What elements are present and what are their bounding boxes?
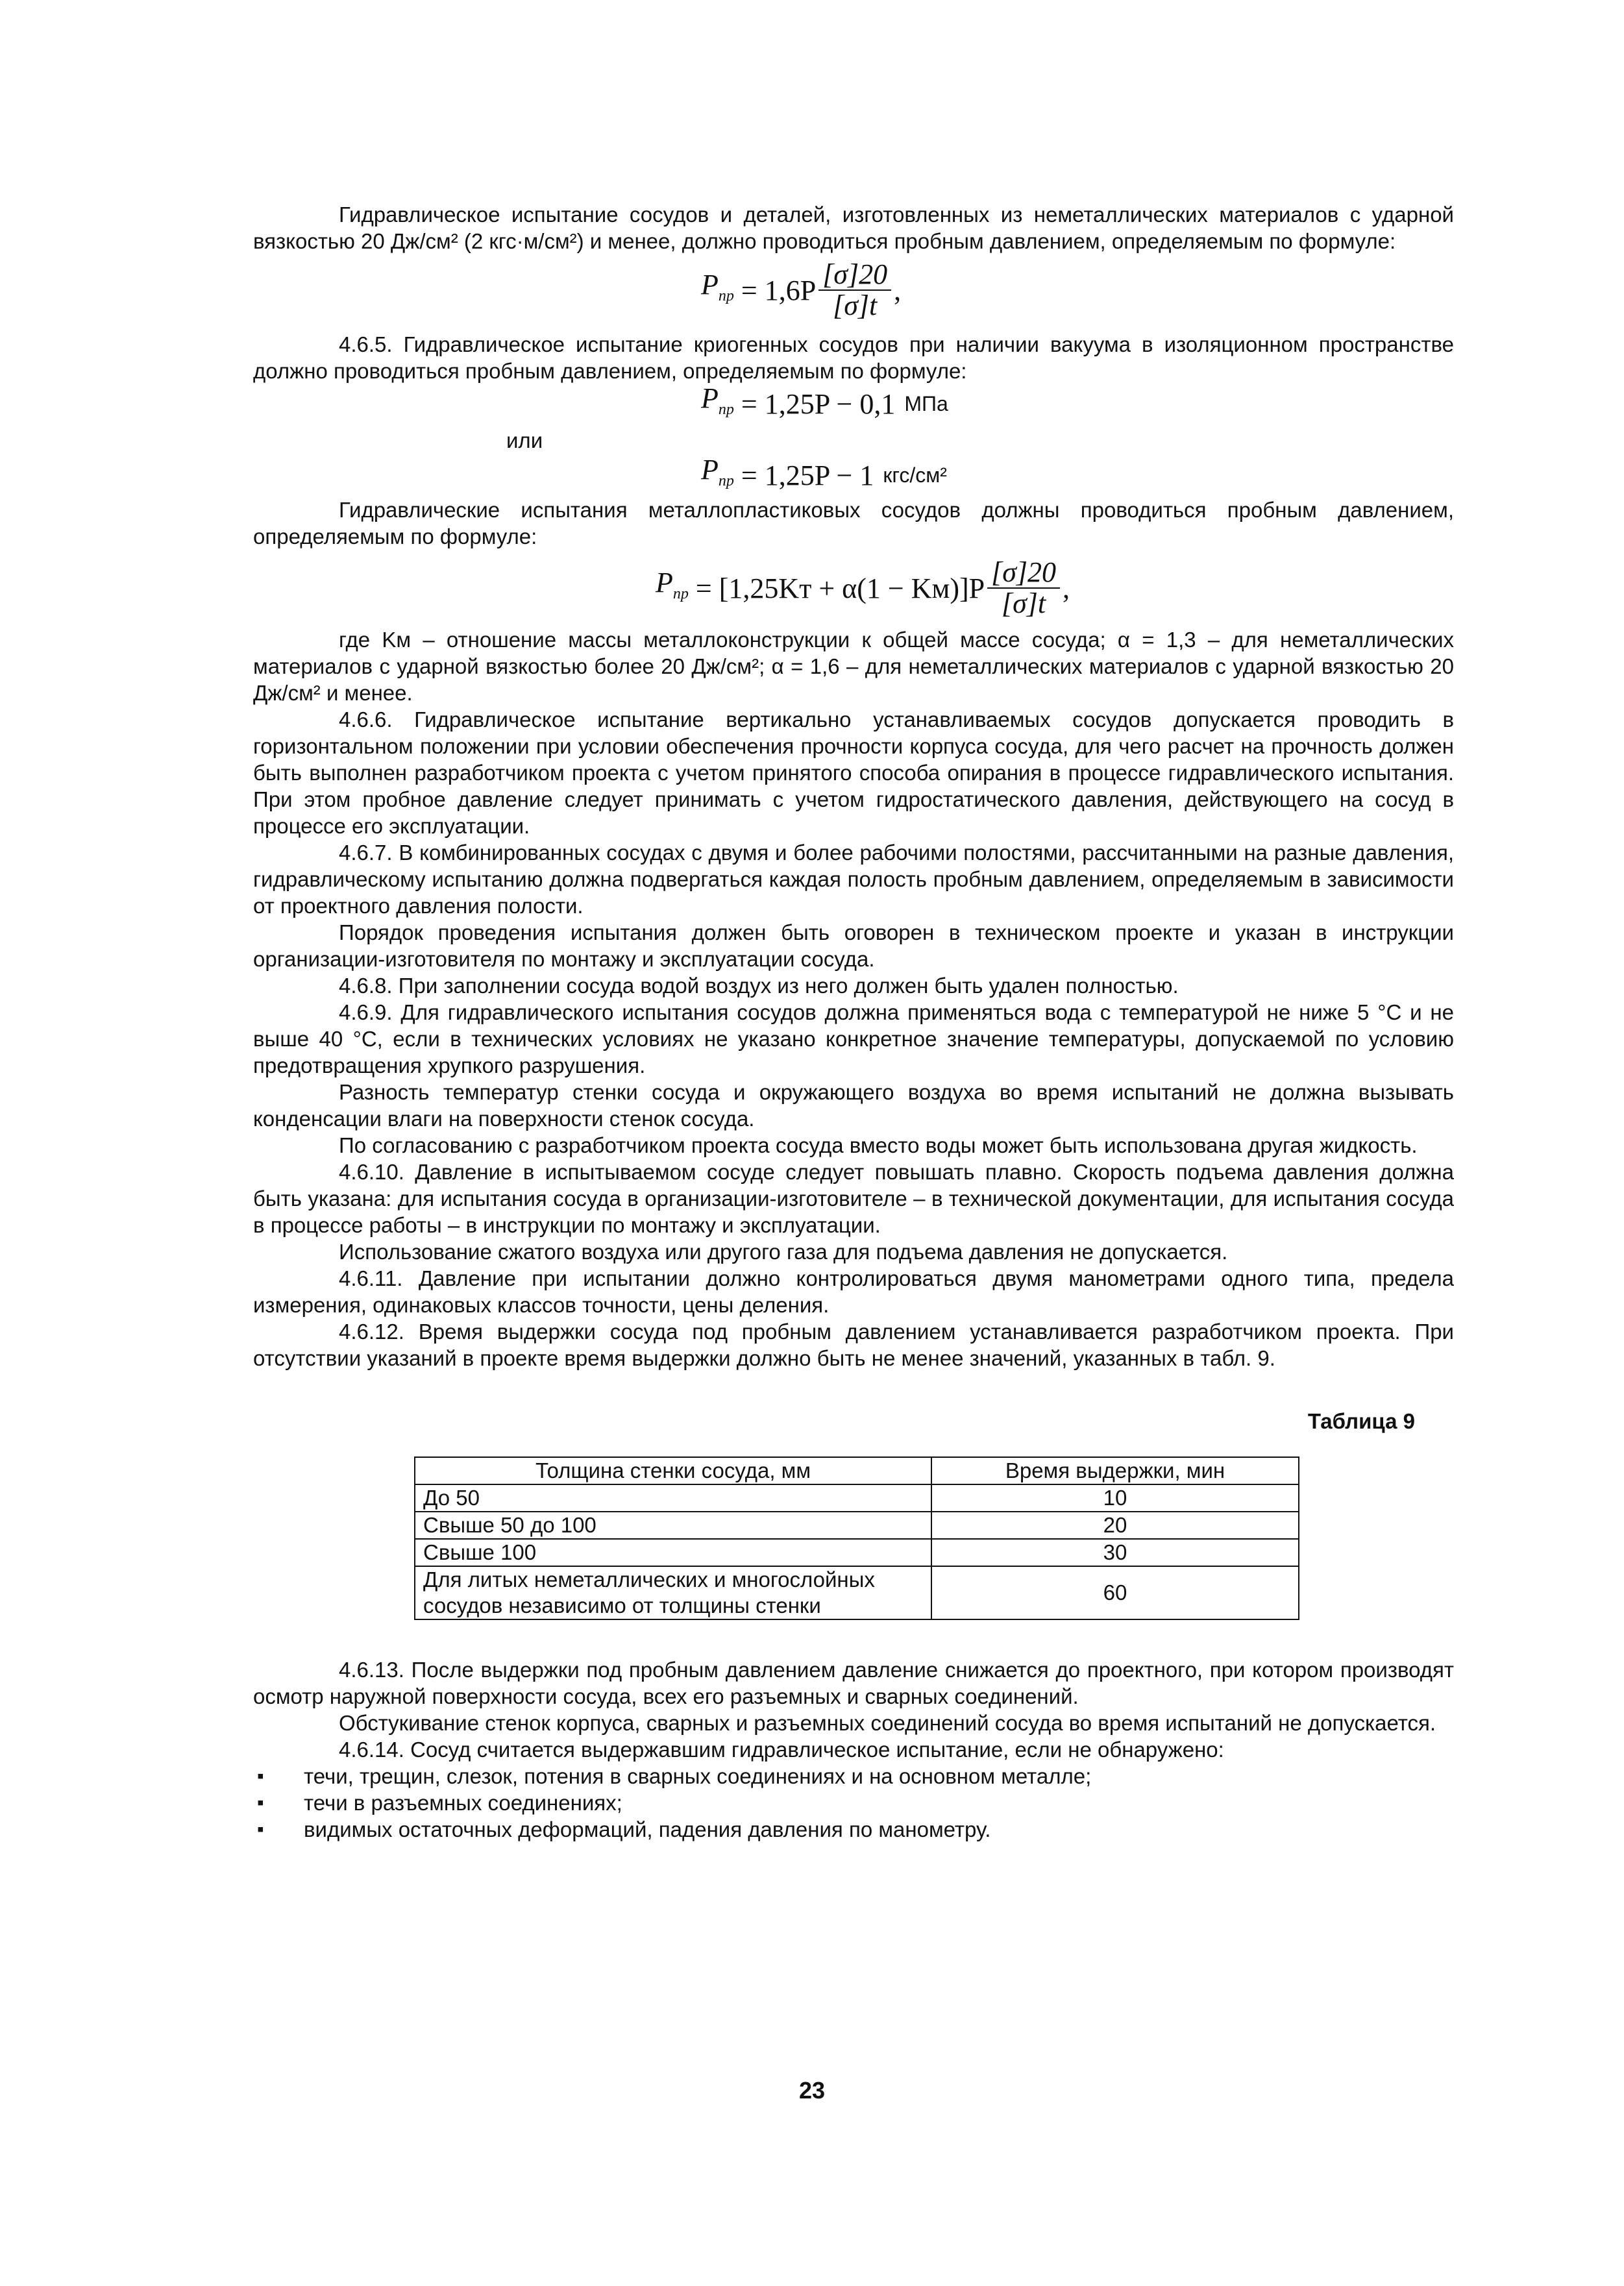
or-text: или [506, 428, 543, 452]
formula-4: $P_{пр}$ = [1,25Kт + α(1 − Kм)]P $\frac{[\sigma]20}{[\sigma]t}$ , [656, 556, 1070, 619]
bullet-list [253, 1763, 1454, 1843]
formula-lhs: $P_{пр}$ [701, 268, 734, 304]
paragraph: 4.6.5. Гидравлическое испытание криогенных сосудов при наличии вакуума в изоляционном пространстве должно проводиться пробным давлением, определяемым по формуле: [253, 332, 1454, 383]
table-header-cell: Толщина стенки сосуда, мм [415, 1457, 931, 1484]
table-cell: Для литых неметаллических и многослойных сосудов независимо от толщины стенки [415, 1566, 931, 1619]
paragraph: Гидравлическое испытание сосудов и деталей, изготовленных из неметаллических материалов с ударной вязкостью 20 Дж/см² (2 кгс·м/см²) и менее, должно проводиться пробным давлением, определяемым по формуле: [253, 203, 1454, 253]
table-row [415, 1484, 1299, 1512]
table-cell: До 50 [415, 1484, 931, 1512]
list-item: ▪ течи в разъемных соединениях; [253, 1789, 1454, 1816]
page-content [253, 201, 1454, 1843]
table-cell: 20 [931, 1512, 1299, 1539]
paragraph: Порядок проведения испытания должен быть оговорен в техническом проекте и указан в инструкции организации-изготовителя по монтажу и эксплуатации сосуда. [253, 920, 1454, 971]
paragraph: 4.6.6. Гидравлическое испытание вертикально устанавливаемых сосудов допускается проводить в горизонтальном положении при условии обеспечения прочности корпуса сосуда, для чего расчет на прочность должен быть выполнен разработчиком проекта с учетом принятого способа опирания в процессе гидравлического испытания. При этом пробное давление следует принимать с учетом гидростатического давления, действующего на сосуд в процессе его эксплуатации. [253, 707, 1454, 838]
paragraph: 4.6.13. После выдержки под пробным давлением давление снижается до проектного, при котором производят осмотр наружной поверхности сосуда, всех его разъемных и сварных соединений. [253, 1658, 1454, 1708]
list-item: ▪ течи, трещин, слезок, потения в сварных соединениях и на основном металле; [253, 1763, 1454, 1789]
list-item: ▪ видимых остаточных деформаций, падения давления по манометру. [253, 1816, 1454, 1843]
paragraph: 4.6.11. Давление при испытании должно контролироваться двумя манометрами одного типа, предела измерения, одинаковых классов точности, цены деления. [253, 1266, 1454, 1317]
table-cell: 60 [931, 1566, 1299, 1619]
table-title: Таблица 9 [1307, 1409, 1415, 1433]
table-header-row [415, 1457, 1299, 1484]
paragraph: 4.6.10. Давление в испытываемом сосуде следует повышать плавно. Скорость подъема давления должна быть указана: для испытания сосуда в организации-изготовителе – в технической документации, для испытания сосуда в процессе работы – в инструкции по монтажу и эксплуатации. [253, 1160, 1454, 1237]
table-row [415, 1512, 1299, 1539]
table-row [415, 1539, 1299, 1566]
table-cell: 30 [931, 1539, 1299, 1566]
table-cell: 10 [931, 1484, 1299, 1512]
table-row [415, 1566, 1299, 1619]
formula-2: $P_{пр}$ = 1,25P − 0,1 МПа [701, 382, 948, 420]
formula-1: $P_{пр}$ = 1,6P $\frac{[\sigma]20}{[\sigma]t}$ , [701, 258, 902, 321]
paragraph: 4.6.7. В комбинированных сосудах с двумя и более рабочими полостями, рассчитанными на разные давления, гидравлическому испытанию должна подвергаться каждая полость пробным давлением, определяемым в зависимости от проектного давления полости. [253, 841, 1454, 918]
formula-rhs: = 1,6P [741, 274, 817, 306]
paragraph: где Kм – отношение массы металлоконструкции к общей массе сосуда; α = 1,3 – для неметаллических материалов с ударной вязкостью более 20 Дж/см²; α = 1,6 – для неметаллических материалов с ударной вязкостью 20 Дж/см² и менее. [253, 628, 1454, 705]
paragraph: Гидравлические испытания металлопластиковых сосудов должны проводиться пробным давлением, определяемым по формуле: [253, 498, 1454, 548]
paragraph: 4.6.14. Сосуд считается выдержавшим гидравлическое испытание, если не обнаружено: [339, 1738, 1224, 1762]
formula-fraction: $\frac{[\sigma]20}{[\sigma]t}$ [818, 260, 891, 321]
paragraph: Обстукивание стенок корпуса, сварных и разъемных соединений сосуда во время испытаний не допускается. [339, 1711, 1436, 1735]
paragraph: 4.6.9. Для гидравлического испытания сосудов должна применяться вода с температурой не ниже 5 °С и не выше 40 °С, если в технических условиях не указано конкретное значение температуры, допускаемой по условию предотвращения хрупкого разрушения. [253, 1000, 1454, 1077]
paragraph: По согласованию с разработчиком проекта сосуда вместо воды может быть использована другая жидкость. [339, 1133, 1418, 1157]
table-cell: Свыше 50 до 100 [415, 1512, 931, 1539]
table-9 [414, 1456, 1299, 1620]
table-header-cell: Время выдержки, мин [931, 1457, 1299, 1484]
formula-3: $P_{пр}$ = 1,25P − 1 кгс/см² [701, 453, 947, 491]
paragraph: Использование сжатого воздуха или другого газа для подъема давления не допускается. [339, 1240, 1228, 1264]
paragraph: 4.6.8. При заполнении сосуда водой воздух из него должен быть удален полностью. [339, 974, 1179, 998]
table-cell: Свыше 100 [415, 1539, 931, 1566]
paragraph: Разность температур стенки сосуда и окружающего воздуха во время испытаний не должна вызывать конденсации влаги на поверхности стенок сосуда. [253, 1080, 1454, 1131]
paragraph: 4.6.12. Время выдержки сосуда под пробным давлением устанавливается разработчиком проекта. При отсутствии указаний в проекте время выдержки должно быть не менее значений, указанных в табл. 9. [253, 1320, 1454, 1370]
page-number: 23 [798, 2077, 826, 2104]
formula-fraction: $\frac{[\sigma]20}{[\sigma]t}$ [987, 558, 1060, 619]
